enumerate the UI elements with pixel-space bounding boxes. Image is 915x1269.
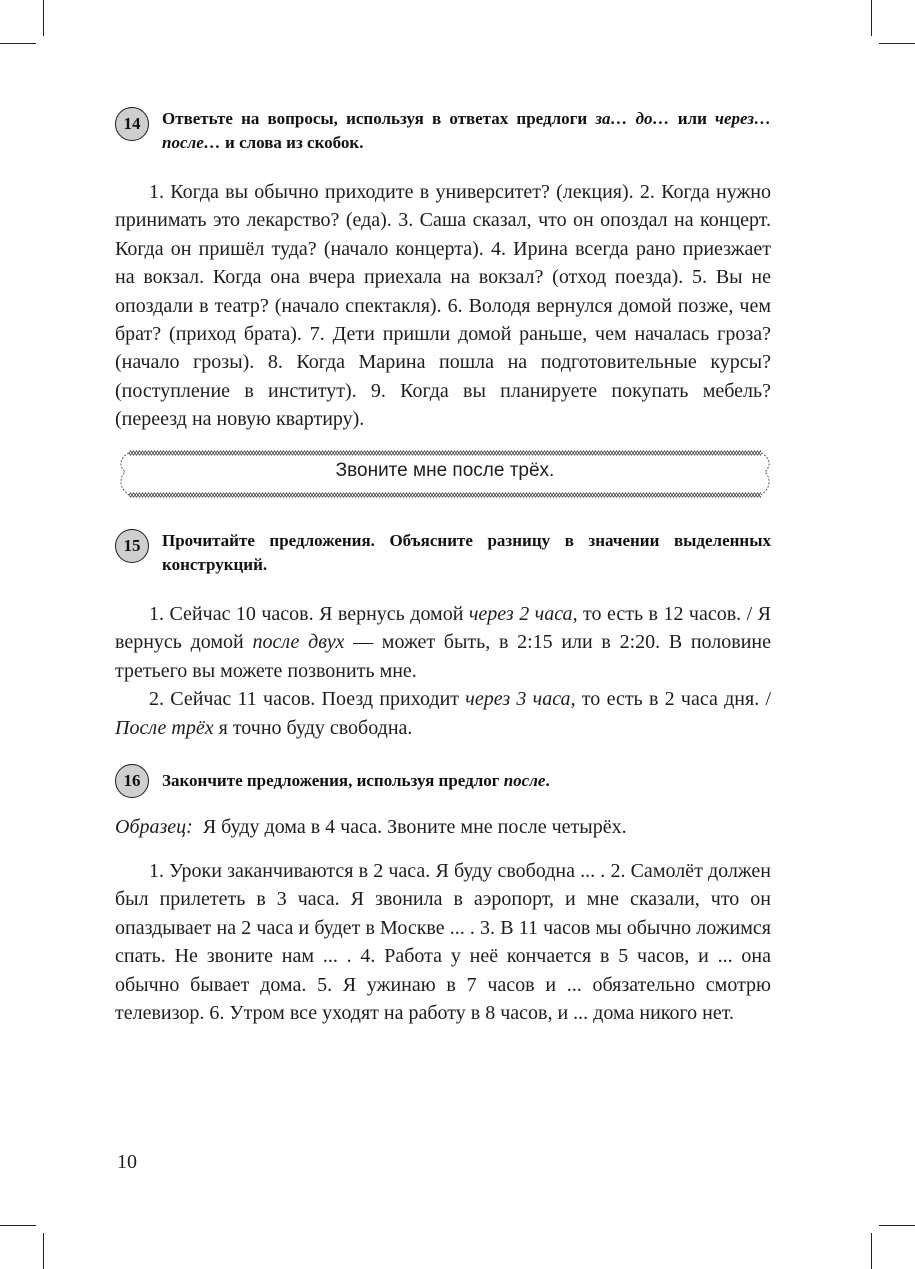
exercise-16-body — [115, 857, 771, 1027]
exercise-instruction: Прочитайте предложения. Объясните разницу в значении выделенных конструкций. — [162, 531, 771, 574]
crop-mark — [43, 1233, 44, 1269]
exercise-14-body — [115, 178, 771, 434]
exercise-paragraph: 2. Сейчас 11 часов. Поезд приходит через 3 часа, то есть в 2 часа дня. / После трёх я точно буду свободна. — [115, 688, 772, 739]
sample-text: Я буду дома в 4 часа. Звоните мне после четырёх. — [202, 816, 627, 838]
sample-label: Образец: — [115, 816, 193, 838]
crop-mark — [871, 1233, 872, 1269]
example-banner — [117, 450, 773, 498]
exercise-number-badge: 14 — [115, 107, 149, 141]
crop-mark — [871, 0, 872, 36]
exercise-text: 1. Уроки заканчиваются в 2 часа. Я буду свободна ... . 2. Самолёт должен был прилететь в 3 часа. Я звонила в аэропорт, и мне сказали, что он опаздывает на 2 часа и будет в Москве ... . 3. В 11 часов мы обычно ложимся спать. Не звоните нам ... . 4. Работа у неё кончается в 5 часов, и ... она обычно бывает дома. 5. Я ужинаю в 7 часов и ... обязательно смотрю телевизор. 6. Утром все уходят на работу в 8 часов, и ... дома никого нет. — [115, 860, 771, 1025]
crop-mark — [879, 43, 915, 44]
exercise-14-header — [115, 107, 771, 155]
page-number: 10 — [117, 1151, 137, 1173]
crop-mark — [879, 1225, 915, 1226]
exercise-instruction: Закончите предложения, используя предлог после. — [162, 771, 550, 790]
exercise-instruction: Ответьте на вопросы, используя в ответах предлоги за… до… или через… после… и слова из скобок. — [162, 109, 771, 152]
sample-line — [115, 813, 771, 841]
exercise-15-header — [115, 529, 771, 577]
crop-mark — [0, 1225, 36, 1226]
crop-mark — [0, 43, 36, 44]
crop-mark — [43, 0, 44, 36]
exercise-15-body — [115, 600, 771, 742]
exercise-number-badge: 16 — [115, 764, 149, 798]
exercise-16-header — [115, 764, 771, 793]
exercise-paragraph: 1. Сейчас 10 часов. Я вернусь домой через 2 часа, то есть в 12 часов. / Я вернусь домой после двух — может быть, в 2:15 или в 2:20. В половине третьего вы можете позвонить мне. — [115, 603, 772, 682]
exercise-text: 1. Когда вы обычно приходите в университет? (лекция). 2. Когда нужно принимать это лекарство? (еда). 3. Саша сказал, что он опоздал на концерт. Когда он пришёл туда? (начало концерта). 4. Ирина всегда рано приезжает на вокзал. Когда она вчера приехала на вокзал? (отход поезда). 5. Вы не опоздали в театр? (начало спектакля). 6. Володя вернулся домой позже, чем брат? (приход брата). 7. Дети пришли домой раньше, чем началась гроза? (начало грозы). 8. Когда Марина пошла на подготовительные курсы? (поступление в институт). 9. Когда вы планируете покупать мебель? (переезд на новую квартиру). — [115, 181, 771, 431]
banner-text: Звоните мне после трёх. — [335, 460, 555, 481]
exercise-number-badge: 15 — [115, 529, 149, 563]
